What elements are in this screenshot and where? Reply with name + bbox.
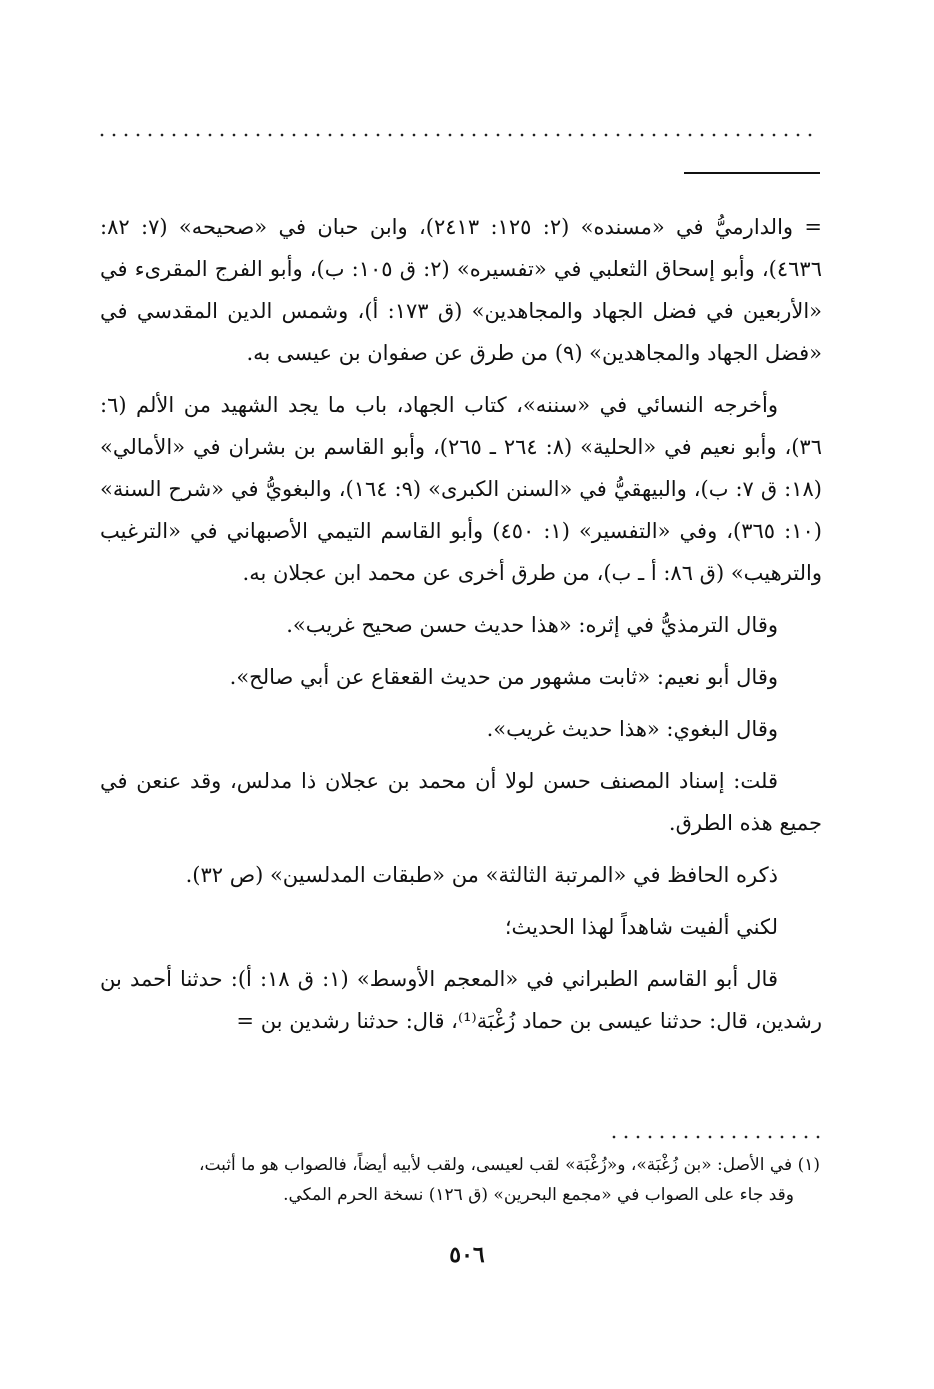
footnote xyxy=(104,1150,820,1210)
paragraph-abu-nuaym: وقال أبو نعيم: «ثابت مشهور من حديث القعقاع عن أبي صالح». xyxy=(229,665,778,689)
footnote-line-1: (١) في الأصل: «بن زُغْبَة»، و«زُغْبَة» لقب لعيسى، ولقب لأبيه أيضاً، فالصواب هو ما أثبت، xyxy=(198,1155,820,1175)
paragraph-baghawi: وقال البغوي: «هذا حديث غريب». xyxy=(486,717,778,741)
header-rule xyxy=(684,172,820,174)
page-number: ٥٠٦ xyxy=(449,1242,485,1268)
top-dotted-separator xyxy=(96,133,820,137)
footnote-line-2: وقد جاء على الصواب في «مجمع البحرين» (ق ١٢٦) نسخة الحرم المكي. xyxy=(283,1185,794,1205)
paragraph-tabarani: قال أبو القاسم الطبراني في «المعجم الأوسط» (١: ق ١٨: أ): حدثنا أحمد بن رشدين، قال: حدثنا عيسى بن حماد زُغْبَة⁽¹⁾، قال: حدثنا رشدين بن = xyxy=(100,967,822,1033)
main-text xyxy=(100,206,822,1052)
paragraph-tirmidhi: وقال الترمذيُّ في إثره: «هذا حديث حسن صحيح غريب». xyxy=(286,613,778,637)
paragraph-shahid: لكني ألفيت شاهداً لهذا الحديث؛ xyxy=(504,915,778,939)
paragraph-sources-1: = والدارميُّ في «مسنده» (٢: ١٢٥: ٢٤١٣)، وابن حبان في «صحيحه» (٧: ٨٢: ٤٦٣٦)، وأبو إسحاق الثعلبي في «تفسيره» (٢: ق ١٠٥: ب)، وأبو الفرج المقرىء في «الأربعين في فضل الجهاد والمجاهدين» (ق ١٧٣: أ)، وشمس الدين المقدسي في «فضل الجهاد والمجاهدين» (٩) من طرق عن صفوان بن عيسى به. xyxy=(100,215,822,365)
paragraph-sources-2: وأخرجه النسائي في «سننه»، كتاب الجهاد، باب ما يجد الشهيد من الألم (٦: ٣٦)، وأبو نعيم في «الحلية» (٨: ٢٦٤ ـ ٢٦٥)، وأبو القاسم بن بشران في «الأمالي» (١٨: ق ٧: ب)، والبيهقيُّ في «السنن الكبرى» (٩: ١٦٤)، والبغويُّ في «شرح السنة» (١٠: ٣٦٥)، وفي «التفسير» (١: ٤٥٠) وأبو القاسم التيمي الأصبهاني في «الترغيب والترهيب» (ق ٨٦: أ ـ ب)، من طرق أخرى عن محمد ابن عجلان به. xyxy=(100,393,822,585)
paragraph-qultu: قلت: إسناد المصنف حسن لولا أن محمد بن عجلان ذا مدلس، وقد عنعن في جميع هذه الطرق. xyxy=(100,769,822,835)
paragraph-hafiz: ذكره الحافظ في «المرتبة الثالثة» من «طبقات المدلسين» (ص ٣٢). xyxy=(185,863,778,887)
footnote-dotted-separator xyxy=(608,1135,820,1139)
